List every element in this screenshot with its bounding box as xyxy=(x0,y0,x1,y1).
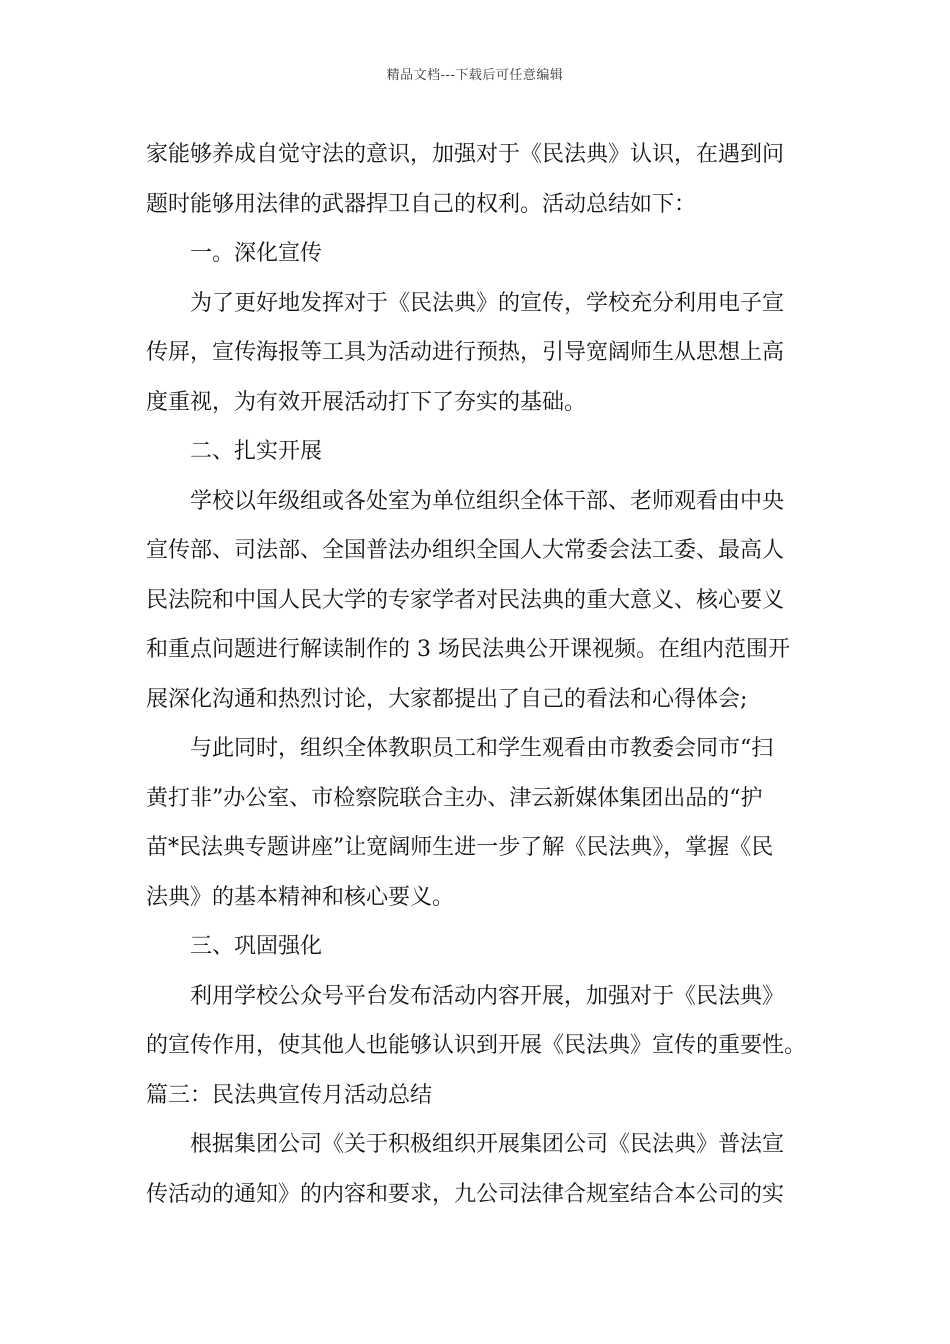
text-line: 学校以年级组或各处室为单位组织全体干部、老师观看由中央 xyxy=(190,488,785,514)
text-line: 法典》的基本精神和核心要义。 xyxy=(146,884,455,910)
text-line: 三、巩固强化 xyxy=(190,934,323,959)
text-line: 利用学校公众号平台发布活动内容开展，加强对于《民法典》 xyxy=(190,983,785,1009)
text-line: 家能够养成自觉守法的意识，加强对于《民法典》认识，在遇到问 xyxy=(146,142,785,167)
text-line: 一。深化宣传 xyxy=(190,241,323,266)
text-line: 展深化沟通和热烈讨论，大家都提出了自己的看法和心得体会; xyxy=(146,686,748,712)
text-line: 和重点问题进行解读制作的 3 场民法典公开课视频。在组内范围开 xyxy=(146,637,790,662)
text-line: 民法院和中国人民大学的专家学者对民法典的重大意义、核心要义 xyxy=(146,587,785,613)
text-line: 的宣传作用，使其他人也能够认识到开展《民法典》宣传的重要性。 xyxy=(146,1033,807,1058)
text-line: 根据集团公司《关于积极组织开展集团公司《民法典》普法宣 xyxy=(190,1132,785,1157)
text-line: 度重视，为有效开展活动打下了夯实的基础。 xyxy=(146,389,587,415)
text-line: 宣传部、司法部、全国普法办组织全国人大常委会法工委、最高人 xyxy=(146,538,785,563)
text-line: 传活动的通知》的内容和要求，九公司法律合规室结合本公司的实 xyxy=(146,1181,785,1207)
text-line: 黄打非”办公室、市检察院联合主办、津云新媒体集团出品的“护 xyxy=(146,785,763,811)
text-line: 题时能够用法律的武器捍卫自己的权利。活动总结如下： xyxy=(146,191,697,217)
text-line: 为了更好地发挥对于《民法典》的宣传，学校充分利用电子宣 xyxy=(190,290,785,316)
page-header: 精品文档---下载后可任意编辑 xyxy=(386,68,564,83)
text-line: 苗*民法典专题讲座”让宽阔师生进一步了解《民法典》，掌握《民 xyxy=(146,835,774,860)
text-line: 二、扎实开展 xyxy=(190,439,323,464)
text-line: 传屏，宣传海报等工具为活动进行预热，引导宽阔师生从思想上高 xyxy=(146,340,785,365)
text-line: 篇三：民法典宣传月活动总结 xyxy=(146,1082,433,1108)
text-line: 与此同时，组织全体教职员工和学生观看由市教委会同市“扫 xyxy=(190,736,774,761)
document-body xyxy=(146,130,816,1219)
